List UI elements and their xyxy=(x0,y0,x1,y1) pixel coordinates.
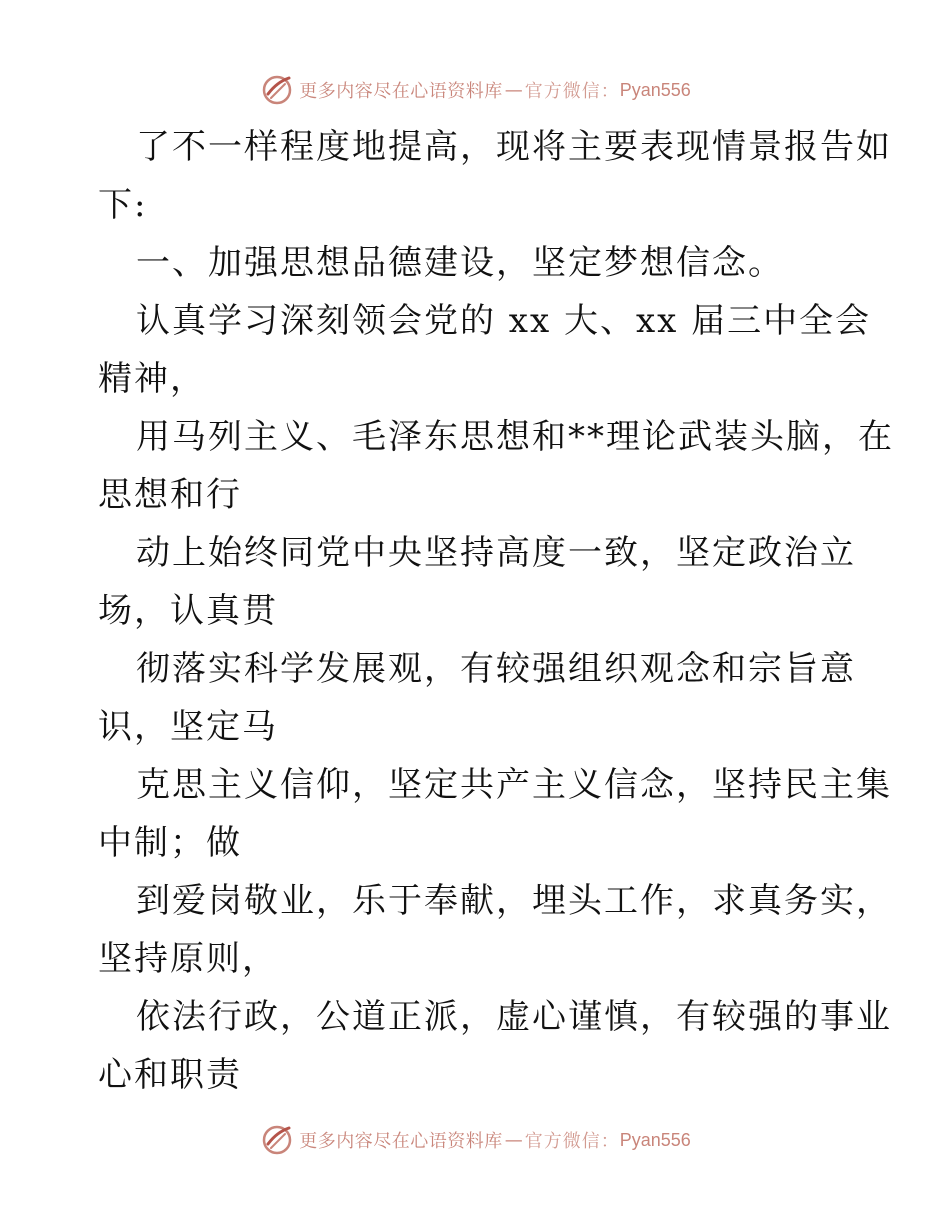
watermark-label: 官方微信： xyxy=(524,1131,620,1152)
watermark-id: Pyan556 xyxy=(619,79,691,100)
text-line: 坚持原则， xyxy=(98,939,278,979)
text-line: 彻落实科学发展观，有较强组织观念和宗旨意 xyxy=(136,649,856,689)
text-line: 用马列主义、毛泽东思想和**理论武装头脑，在 xyxy=(136,417,894,457)
text-line: 了不一样程度地提高，现将主要表现情景报告如 xyxy=(136,127,892,167)
text-line: 中制；做 xyxy=(98,823,242,863)
text-line: 识，坚定马 xyxy=(98,707,278,747)
watermark-text: 更多内容尽在心语资料库 xyxy=(299,81,503,102)
text-line: 心和职责 xyxy=(98,1055,242,1095)
watermark-label: 官方微信： xyxy=(524,81,620,102)
text-line: 认真学习深刻领会党的 xx 大、xx 届三中全会 xyxy=(136,301,872,341)
text-line: 下: xyxy=(98,185,148,225)
text-line: 依法行政，公道正派，虚心谨慎，有较强的事业 xyxy=(136,997,892,1037)
text-line: 思想和行 xyxy=(98,475,242,515)
document-body xyxy=(98,118,894,1104)
logo-icon xyxy=(259,1122,295,1158)
watermark-separator: — xyxy=(504,1129,523,1151)
watermark-separator: — xyxy=(504,79,523,101)
logo-icon xyxy=(259,72,295,108)
header-watermark xyxy=(0,70,950,110)
text-line: 精神， xyxy=(98,359,206,399)
text-line: 动上始终同党中央坚持高度一致，坚定政治立 xyxy=(136,533,856,573)
section-heading: 一、加强思想品德建设，坚定梦想信念。 xyxy=(136,243,784,283)
watermark-id: Pyan556 xyxy=(619,1129,691,1150)
text-line: 到爱岗敬业，乐于奉献，埋头工作，求真务实， xyxy=(136,881,892,921)
footer-watermark xyxy=(0,1120,950,1160)
watermark-text: 更多内容尽在心语资料库 xyxy=(299,1131,503,1152)
text-line: 场，认真贯 xyxy=(98,591,278,631)
text-line: 克思主义信仰，坚定共产主义信念，坚持民主集 xyxy=(136,765,892,805)
